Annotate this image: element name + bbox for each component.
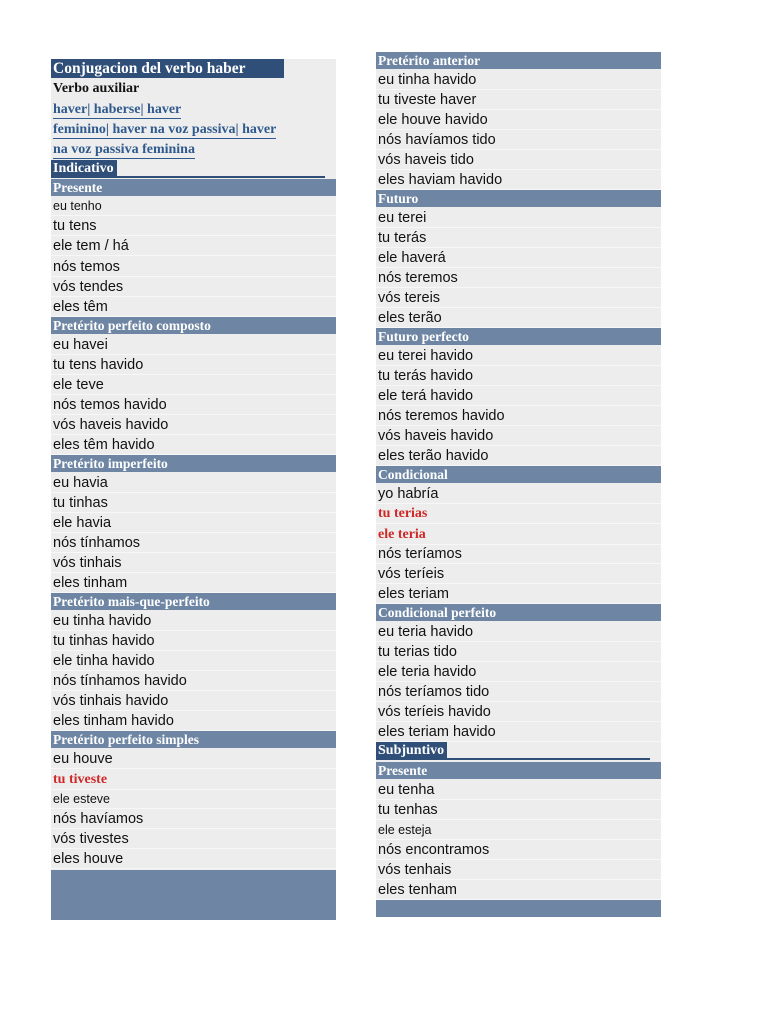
list-item: tu tinhas havido	[51, 631, 336, 651]
list-item: ele haverá	[376, 248, 661, 268]
list-item: eu tenho	[51, 196, 336, 216]
list-item: nós tínhamos	[51, 533, 336, 553]
list-item: eles tenham	[376, 880, 661, 900]
auxiliar-label: Verbo auxiliar	[53, 81, 140, 96]
list-item-highlighted: tu tiveste	[51, 770, 336, 790]
section-header-perfeito-simples: Pretérito perfeito simples	[51, 731, 336, 748]
list-item: ele tem / há	[51, 236, 336, 256]
related-links-line-1[interactable]: haver| haberse| haver	[53, 102, 182, 117]
list-item: nós encontramos	[376, 840, 661, 860]
list-item: vós tereis	[376, 288, 661, 308]
list-item: eles terão havido	[376, 446, 661, 466]
list-item: eu terei havido	[376, 346, 661, 366]
list-item: vós tinhais havido	[51, 691, 336, 711]
list-item: eles teriam	[376, 584, 661, 604]
list-item: nós temos havido	[51, 395, 336, 415]
section-header-mais-que-perfeito: Pretérito mais-que-perfeito	[51, 593, 336, 610]
list-item: nós temos	[51, 257, 336, 277]
list-item: tu tinhas	[51, 493, 336, 513]
list-item: eles terão	[376, 308, 661, 328]
list-item: tu tens havido	[51, 355, 336, 375]
list-item: eles tinham	[51, 573, 336, 593]
list-item: tu terás	[376, 228, 661, 248]
list-item: eles haviam havido	[376, 170, 661, 190]
section-header-imperfeito: Pretérito imperfeito	[51, 455, 336, 472]
list-item: nós teremos	[376, 268, 661, 288]
list-item: ele havia	[51, 513, 336, 533]
list-item: eles houve	[51, 849, 336, 869]
list-item: tu tiveste haver	[376, 90, 661, 110]
section-header-condicional: Condicional	[376, 466, 661, 483]
list-item: eu terei	[376, 208, 661, 228]
mood-header-indicativo: Indicativo	[51, 160, 117, 178]
list-item: ele teve	[51, 375, 336, 395]
list-item: vós teríeis	[376, 564, 661, 584]
section-header-futuro-perfecto: Futuro perfecto	[376, 328, 661, 345]
section-header-condicional-perfeito: Condicional perfeito	[376, 604, 661, 621]
list-item: tu tenhas	[376, 800, 661, 820]
list-item: vós tinhais	[51, 553, 336, 573]
list-item: tu terias tido	[376, 642, 661, 662]
list-item: ele tinha havido	[51, 651, 336, 671]
left-column	[51, 59, 336, 920]
list-item: ele terá havido	[376, 386, 661, 406]
list-item-highlighted: ele teria	[376, 525, 661, 545]
related-links-line-2[interactable]: feminino| haver na voz passiva| haver	[53, 122, 277, 137]
list-item: eu tinha havido	[51, 611, 336, 631]
list-item: eles têm	[51, 297, 336, 317]
mood-header-subjuntivo: Subjuntivo	[376, 742, 447, 760]
list-item: tu tens	[51, 216, 336, 236]
section-header-futuro: Futuro	[376, 190, 661, 207]
mood-header-underline	[51, 176, 325, 178]
mood-header-underline	[376, 758, 650, 760]
list-item: ele teria havido	[376, 662, 661, 682]
section-header-perfeito-composto: Pretérito perfeito composto	[51, 317, 336, 334]
list-item: eu teria havido	[376, 622, 661, 642]
page-title: Conjugacion del verbo haber	[51, 59, 284, 78]
list-item: nós teríamos tido	[376, 682, 661, 702]
related-links-line-3[interactable]: na voz passiva feminina	[53, 142, 195, 157]
footer-bar	[376, 900, 661, 917]
list-item: nós havíamos tido	[376, 130, 661, 150]
list-item-highlighted: tu terias	[376, 504, 661, 524]
list-item: ele houve havido	[376, 110, 661, 130]
list-item: ele esteja	[376, 820, 661, 840]
list-item: vós tendes	[51, 277, 336, 297]
list-item: nós havíamos	[51, 809, 336, 829]
list-item: vós haveis havido	[51, 415, 336, 435]
section-header-subj-presente: Presente	[376, 762, 661, 779]
list-item: vós teríeis havido	[376, 702, 661, 722]
list-item: eu havei	[51, 335, 336, 355]
list-item: nós tínhamos havido	[51, 671, 336, 691]
right-column	[376, 52, 661, 917]
list-item: nós teríamos	[376, 544, 661, 564]
list-item: vós haveis havido	[376, 426, 661, 446]
list-item: vós tenhais	[376, 860, 661, 880]
list-item: eu tinha havido	[376, 70, 661, 90]
list-item: eles têm havido	[51, 435, 336, 455]
list-item: eu havia	[51, 473, 336, 493]
section-header-anterior: Pretérito anterior	[376, 52, 661, 69]
list-item: eles teriam havido	[376, 722, 661, 742]
list-item: vós haveis tido	[376, 150, 661, 170]
section-header-presente: Presente	[51, 179, 336, 196]
list-item: eu houve	[51, 749, 336, 769]
list-item: tu terás havido	[376, 366, 661, 386]
list-item: yo habría	[376, 484, 661, 504]
list-item: vós tivestes	[51, 829, 336, 849]
footer-bar	[51, 870, 336, 920]
list-item: ele esteve	[51, 789, 336, 809]
list-item: nós teremos havido	[376, 406, 661, 426]
list-item: eles tinham havido	[51, 711, 336, 731]
list-item: eu tenha	[376, 780, 661, 800]
